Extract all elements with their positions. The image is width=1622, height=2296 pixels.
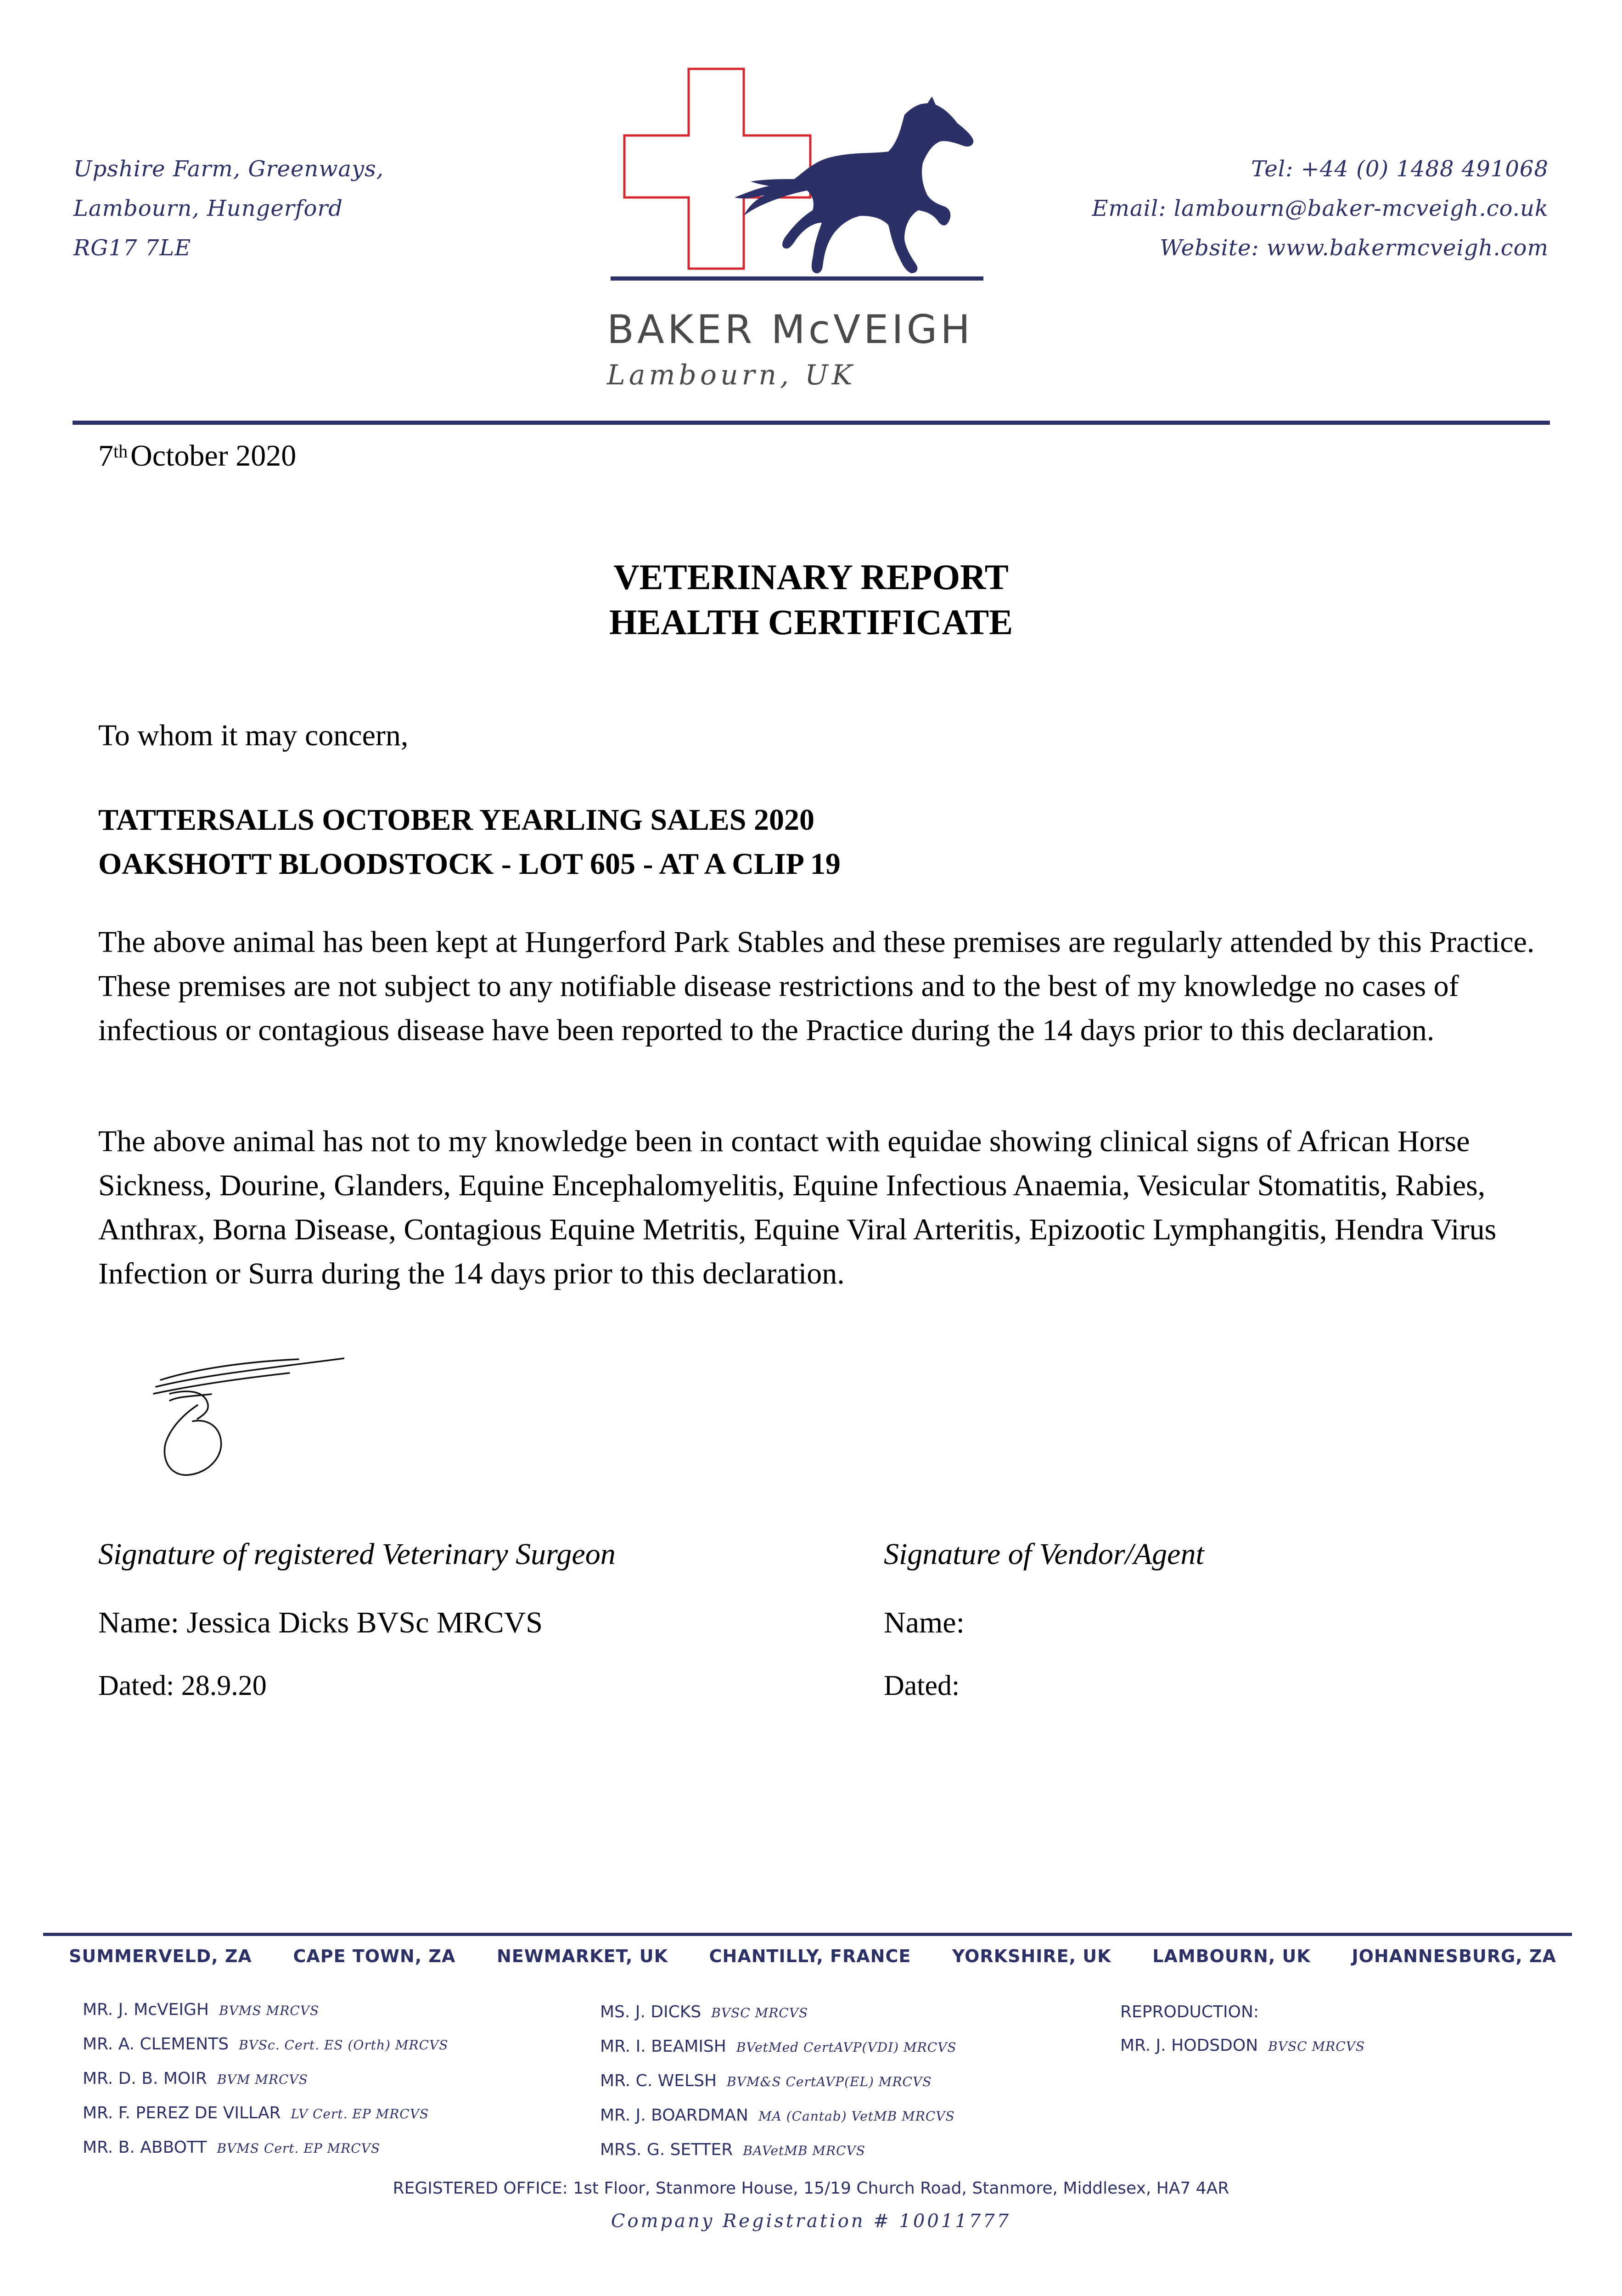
address-line-1: Upshire Farm, Greenways, bbox=[73, 156, 384, 182]
header-contact bbox=[1092, 149, 1549, 268]
date-suffix: th bbox=[113, 441, 128, 461]
vets-column-1 bbox=[83, 1993, 448, 2165]
horse-icon bbox=[735, 96, 973, 273]
date-day: 7 bbox=[98, 439, 113, 473]
paragraph-disease-contact: The above animal has not to my knowledge been in contact with equidae showing clinical signs of African Horse Sickness, Dourine, Glanders, Equine Encephalomyelitis, Equine Infectious Anaemia, Vesicular Stomatitis, Rabies, Anthrax, Borna Disease, Contagious Equine Metritis, Equine Viral Arteritis, Epizootic Lymphangitis, Hendra Virus Infection or Surra during the 14 days prior to this declaration. bbox=[98, 1125, 1497, 1290]
vet-dated: Dated: 28.9.20 bbox=[98, 1670, 267, 1701]
vet-entry-name: MR. J. HODSDON bbox=[1120, 2036, 1258, 2055]
office-item: NEWMARKET, UK bbox=[496, 1946, 668, 1966]
vet-signature-scribble bbox=[129, 1350, 344, 1488]
vet-entry-name: MS. J. DICKS bbox=[600, 2003, 702, 2021]
header-divider bbox=[73, 421, 1550, 425]
vet-entry-quals: BVMS Cert. EP MRCVS bbox=[217, 2141, 381, 2156]
subject-line-1: TATTERSALLS OCTOBER YEARLING SALES 2020 bbox=[98, 803, 814, 837]
office-item: CAPE TOWN, ZA bbox=[293, 1946, 456, 1966]
vet-entry-name: MR. A. CLEMENTS bbox=[83, 2035, 229, 2054]
vet-entry-quals: MA (Cantab) VetMB MRCVS bbox=[758, 2109, 955, 2124]
vet-entry-quals: BVSC MRCVS bbox=[711, 2005, 808, 2020]
office-item: YORKSHIRE, UK bbox=[952, 1946, 1111, 1966]
vendor-name: Name: bbox=[884, 1606, 965, 1639]
vet-entry bbox=[83, 2062, 448, 2096]
paragraph-premises: The above animal has been kept at Hungerford Park Stables and these premises are regularly attended by this Practice. These premises are not subject to any notifiable disease restrictions and to the best of my knowledge no cases of infectious or contagious disease have been reported to the Practice during the 14 days prior to this declaration. bbox=[98, 925, 1535, 1047]
office-item: SUMMERVELD, ZA bbox=[69, 1946, 252, 1966]
title-line-2: HEALTH CERTIFICATE bbox=[609, 602, 1013, 642]
vendor-dated: Dated: bbox=[884, 1670, 960, 1701]
header-address bbox=[73, 149, 384, 268]
date-rest: October 2020 bbox=[130, 439, 297, 473]
address-line-3: RG17 7LE bbox=[73, 235, 191, 261]
vet-entry-name: MR. C. WELSH bbox=[600, 2071, 717, 2090]
vets-column-3 bbox=[1120, 1995, 1365, 2063]
registered-office: REGISTERED OFFICE: 1st Floor, Stanmore House, 15/19 Church Road, Stanmore, Middlesex, HA7 4AR bbox=[393, 2179, 1229, 2198]
subject-line-2: OAKSHOTT BLOODSTOCK - LOT 605 - AT A CLIP 19 bbox=[98, 847, 841, 881]
logo-rule bbox=[611, 276, 983, 281]
vet-entry bbox=[83, 2131, 448, 2165]
office-item: JOHANNESBURG, ZA bbox=[1352, 1946, 1556, 1966]
vet-entry-quals: BVM&S CertAVP(EL) MRCVS bbox=[727, 2074, 932, 2089]
contact-phone: Tel: +44 (0) 1488 491068 bbox=[1251, 156, 1549, 182]
vet-entry-name: MR. F. PEREZ DE VILLAR bbox=[83, 2104, 281, 2122]
vet-entry-name: MR. J. McVEIGH bbox=[83, 2000, 209, 2019]
vet-entry-name: MRS. G. SETTER bbox=[600, 2140, 733, 2159]
address-line-2: Lambourn, Hungerford bbox=[73, 196, 343, 221]
vendor-signature-label: Signature of Vendor/Agent bbox=[884, 1537, 1204, 1571]
vet-entry-name: MR. B. ABBOTT bbox=[83, 2138, 207, 2157]
vet-name: Name: Jessica Dicks BVSc MRCVS bbox=[98, 1606, 543, 1639]
vet-entry bbox=[1120, 2029, 1365, 2063]
footer-divider bbox=[43, 1933, 1572, 1936]
subject-block bbox=[98, 798, 841, 886]
vet-entry bbox=[83, 2027, 448, 2062]
vet-entry-name: MR. J. BOARDMAN bbox=[600, 2106, 748, 2125]
vet-entry-name: MR. D. B. MOIR bbox=[83, 2069, 207, 2088]
vet-entry bbox=[600, 2030, 957, 2064]
brand-name: BAKER McVEIGH bbox=[607, 307, 973, 353]
company-registration: Company Registration # 10011777 bbox=[611, 2211, 1011, 2232]
title-line-1: VETERINARY REPORT bbox=[613, 557, 1009, 597]
letter-date bbox=[98, 439, 296, 473]
vet-entry bbox=[600, 2133, 957, 2167]
red-cross-icon bbox=[624, 69, 810, 269]
vet-entry bbox=[600, 2099, 957, 2133]
office-locations bbox=[69, 1946, 1556, 1966]
document-title bbox=[0, 555, 1622, 645]
vet-signature-label: Signature of registered Veterinary Surgeon bbox=[98, 1537, 616, 1571]
office-item: LAMBOURN, UK bbox=[1152, 1946, 1311, 1966]
vet-entry bbox=[83, 2096, 448, 2131]
vet-entry-name: MR. I. BEAMISH bbox=[600, 2037, 726, 2056]
reproduction-heading: REPRODUCTION: bbox=[1120, 2003, 1259, 2021]
vet-entry bbox=[83, 1993, 448, 2027]
contact-email: Email: lambourn@baker-mcveigh.co.uk bbox=[1092, 196, 1549, 221]
vet-entry-quals: BVSc. Cert. ES (Orth) MRCVS bbox=[239, 2037, 449, 2053]
vet-entry-quals: LV Cert. EP MRCVS bbox=[291, 2106, 429, 2122]
vet-entry-quals: BAVetMB MRCVS bbox=[743, 2143, 865, 2158]
vet-entry-quals: BVMS MRCVS bbox=[219, 2003, 320, 2018]
vet-entry bbox=[600, 2064, 957, 2099]
vet-entry-quals: BVM MRCVS bbox=[217, 2072, 308, 2087]
contact-website: Website: www.bakermcveigh.com bbox=[1160, 235, 1549, 261]
vets-column-2 bbox=[600, 1995, 957, 2167]
vet-entry-quals: BVSC MRCVS bbox=[1268, 2039, 1365, 2054]
brand-location: Lambourn, UK bbox=[607, 359, 856, 391]
office-item: CHANTILLY, FRANCE bbox=[709, 1946, 911, 1966]
vet-entry bbox=[600, 1995, 957, 2030]
vet-entry-quals: BVetMed CertAVP(VDI) MRCVS bbox=[736, 2040, 957, 2055]
greeting: To whom it may concern, bbox=[98, 719, 409, 752]
